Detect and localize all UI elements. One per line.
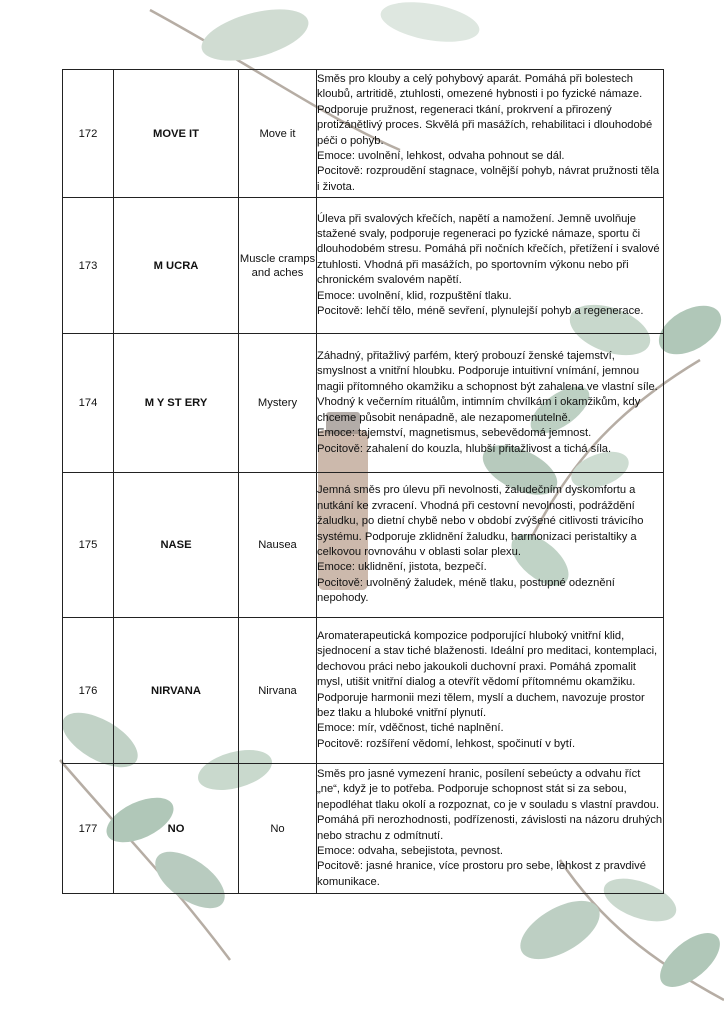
feelings-text: Pocitově: jasné hranice, více prostoru pro sebe, lehkost z pravdivé komunikace. [317, 860, 646, 888]
english-name: Mystery [239, 334, 317, 473]
description-cell [317, 618, 664, 764]
row-number: 174 [63, 334, 114, 473]
description-text: Záhadný, přitažlivý parfém, který probouzí ženské tajemství, smyslnost a vnitřní hloubku. Podporuje intuitivní vnímání, jemnou magii přítomného okamžiku a schopnost být zahalena ve vlastní síle. Vhodný k večerním rituálům, intimním chvílkám i okamžikům, kdy chceme působit nenápadně, ale nezapomenutelně. [317, 350, 658, 424]
feelings-text: Pocitově: zahalení do kouzla, hlubší přitažlivost a tichá síla. [317, 442, 612, 455]
product-code: NASE [114, 473, 239, 618]
emotions-text: Emoce: mír, vděčnost, tiché naplnění. [317, 722, 504, 735]
emotions-text: Emoce: uklidnění, jistota, bezpečí. [317, 561, 487, 574]
english-name: Muscle cramps and aches [239, 198, 317, 334]
product-code: M Y ST ERY [114, 334, 239, 473]
row-number: 175 [63, 473, 114, 618]
feelings-text: Pocitově: rozproudění stagnace, volnější pohyb, návrat pružnosti těla i života. [317, 165, 660, 193]
emotions-text: Emoce: uvolnění, lehkost, odvaha pohnout se dál. [317, 149, 565, 162]
row-number: 172 [63, 70, 114, 198]
product-code: M UCRA [114, 198, 239, 334]
feelings-text: Pocitově: uvolněný žaludek, méně tlaku, postupné odeznění nepohody. [317, 576, 615, 605]
emotions-text: Emoce: odvaha, sebejistota, pevnost. [317, 844, 503, 857]
english-name: Nirvana [239, 618, 317, 764]
feelings-text: Pocitově: lehčí tělo, méně sevření, plynulejší pohyb a regenerace. [317, 305, 644, 318]
product-code: NIRVANA [114, 618, 239, 764]
row-number: 173 [63, 198, 114, 334]
table-row [63, 764, 664, 894]
emotions-text: Emoce: tajemství, magnetismus, sebevědomá jemnost. [317, 427, 592, 440]
description-cell [317, 70, 664, 198]
feelings-text: Pocitově: rozšíření vědomí, lehkost, spočinutí v bytí. [317, 737, 576, 750]
description-text: Aromaterapeutická kompozice podporující hluboký vnitřní klid, sjednocení a stav tiché blaženosti. Ideální pro meditaci, kontemplaci, dechovou práci nebo jakoukoli duchovní praxi. Pomáhá zpomalit mysl, utišit vnitřní dialog a otevřít vědomí přítomnému okamžiku. Podporuje harmonii mezi tělem, myslí a duchem, navozuje prostor bez tlaku a hluboké vnitřní plynutí. [317, 629, 658, 719]
emotions-text: Emoce: uvolnění, klid, rozpuštění tlaku. [317, 289, 512, 302]
english-name: Move it [239, 70, 317, 198]
description-text: Směs pro klouby a celý pohybový aparát. Pomáhá při bolestech kloubů, artritidě, ztuhlosti, omezené hybnosti i po fyzické námaze. Podporuje pružnost, regeneraci tkání, prokrvení a přirozený protizánětlivý proces. Skvělá při masážích, rehabilitaci i dlouhodobé péči o pohyb. [317, 72, 653, 147]
table-row [63, 70, 664, 198]
product-code: MOVE IT [114, 70, 239, 198]
description-cell [317, 198, 664, 334]
english-name: Nausea [239, 473, 317, 618]
product-code: NO [114, 764, 239, 894]
description-text: Směs pro jasné vymezení hranic, posílení sebeúcty a odvahu říct „ne“, když je to potřeba. Podporuje schopnost stát si za sebou, nepodléhat tlaku okolí a rozpoznat, co je v souladu s vlastní pravdou. Pomáhá při nerozhodnosti, podřízenosti, závislosti na názoru druhých nebo strachu z odmítnutí. [317, 767, 663, 842]
table-row [63, 473, 664, 618]
english-name: No [239, 764, 317, 894]
table-row [63, 334, 664, 473]
description-cell [317, 334, 664, 473]
description-cell [317, 764, 664, 894]
description-cell [317, 473, 664, 618]
description-text: Jemná směs pro úlevu při nevolnosti, žaludečním dyskomfortu a nutkání ke zvracení. Vhodná při cestovní nevolnosti, podráždění žaludku, po dietní chybě nebo v období zvýšené citlivosti trávicího systému. Podporuje zklidnění žaludku, harmonizaci peristaltiky a celkovou rovnováhu v oblasti solar plexu. [317, 484, 644, 558]
description-text: Úleva při svalových křečích, napětí a namožení. Jemně uvolňuje stažené svaly, podporuje regeneraci po fyzické námaze, sportu či dlouhodobém stresu. Pomáhá při nočních křečích, přetížení i svalové ztuhlosti. Vhodná při masážích, po sportovním výkonu nebo při chronickém svalovém napětí. [317, 212, 660, 287]
table-row [63, 618, 664, 764]
row-number: 177 [63, 764, 114, 894]
table-row [63, 198, 664, 334]
products-table [62, 69, 664, 894]
row-number: 176 [63, 618, 114, 764]
